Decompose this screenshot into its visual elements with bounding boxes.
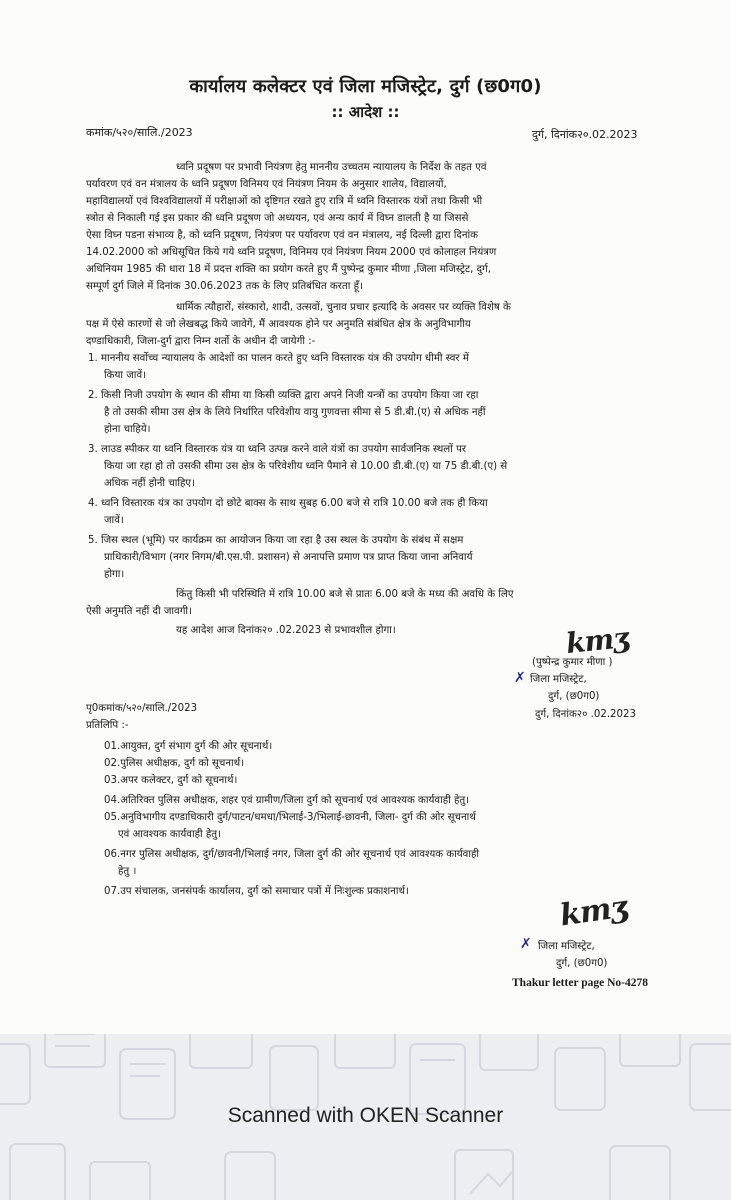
copy-recipient: 05.अनुविभागीय दण्डाधिकारी दुर्ग/पाटन/धमधा/भिलाई-3/भिलाई-छावनी, जिला- दुर्ग की ओर सूचनार्थ [104, 812, 476, 823]
closing-line: ऐसी अनुमति नहीं दी जावगी। [86, 606, 192, 617]
body-line: 14.02.2000 को अधिसूचित किये गये ध्वनि प्रदूषण, विनिमय एवं नियंत्रण नियम 2000 एवं कोलाहल नियंत्रण [86, 247, 497, 258]
copy-recipient: 02.पुलिस अधीक्षक, दुर्ग को सूचनार्थ। [104, 758, 245, 769]
copy-date: दुर्ग, दिनांक२० .02.2023 [535, 709, 636, 720]
body-line: धार्मिक त्यौहारों, संस्कारो, शादी, उत्सवों, चुनाव प्रचार इत्यादि के अवसर पर व्यक्ति विशेष के [176, 302, 511, 313]
scanner-watermark-footer [0, 1034, 731, 1200]
document-date: दुर्ग, दिनांक२०.02.2023 [532, 128, 638, 141]
copy-recipient: 01.आयुक्त, दुर्ग संभाग दुर्ग की ओर सूचनार्थ। [104, 741, 273, 752]
body-line: दण्डाधिकारी, जिला-दुर्ग द्वारा निम्न शर्तो के अधीन दी जायेगी :- [86, 336, 316, 347]
signatory-name: (पुष्पेन्द्र कुमार मीणा ) [532, 657, 613, 668]
body-line: सम्पूर्ण दुर्ग जिले में दिनांक 30.06.2023 तक के लिए प्रतिबंधित करता हूँ। [86, 281, 363, 292]
copy-recipient: हेतु । [118, 866, 137, 877]
body-line: ऐसा विघ्न पडना संभाव्य है, को ध्वनि प्रदूषण, नियंत्रण पर पर्यावरण एवं वन मंत्रालय, नई दिल्ली द्वारा दिनांक [86, 230, 478, 241]
condition-line: 5. जिस स्थल (भूमि) पर कार्यक्रम का आयोजन किया जा रहा है उस स्थल के उपयोग के संबंध में सक्षम [88, 535, 464, 546]
body-line: ध्वनि प्रदूषण पर प्रभावी नियंत्रण हेतु माननीय उच्चतम न्यायालय के निर्देश के तहत एवं [176, 162, 487, 173]
initial-mark-icon: ✗ [514, 670, 526, 686]
condition-line: 4. ध्वनि विस्तारक यंत्र का उपयोग दो छोटे बाक्स के साथ सुबह 6.00 बजे से रात्रि 10.00 बजे तक ही किया [88, 498, 488, 509]
signatory-place: दुर्ग, (छ0ग0) [548, 691, 600, 702]
handwritten-signature: kmʒ [564, 620, 630, 661]
signatory-designation: जिला मजिस्ट्रेट, [538, 941, 595, 952]
copy-recipient: 04.अतिरिक्त पुलिस अधीक्षक, शहर एवं ग्रामीण/जिला दुर्ग को सूचनार्थ एवं आवश्यक कार्यवाही हेतु। [104, 795, 470, 806]
copy-reference-number: पृ0कमांक/५२०/सालि./2023 [86, 703, 198, 714]
body-line: पर्यावरण एवं वन मंत्रालय के ध्वनि प्रदूषण विनिमय एवं नियंत्रण नियम के अनुसार शालेय, विद्यालयों, [86, 179, 447, 190]
closing-line: किंतु किसी भी परिस्थिति में रात्रि 10.00 बजे से प्रातः 6.00 बजे के मध्य की अवधि के लिए [176, 589, 514, 600]
signatory-place: दुर्ग, (छ0ग0) [556, 958, 608, 969]
document-title: कार्यालय कलेक्टर एवं जिला मजिस्ट्रेट, दुर्ग (छ0ग0) [189, 76, 542, 97]
condition-line: किया जा रहा हो तो उसकी सीमा उस क्षेत्र के परिवेशीय ध्वनि पैमाने से 10.00 डी.बी.(ए) या 75 डी.बी.(ए) से [104, 461, 508, 472]
condition-line: प्राधिकारी/विभाग (नगर निगम/बी.एस.पी. प्रशासन) से अनापत्ति प्रमाण पत्र प्राप्त किया जाना अनिवार्य [104, 552, 473, 563]
reference-number: कमांक/५२०/सालि./2023 [86, 126, 193, 139]
initial-mark-icon: ✗ [520, 936, 532, 952]
condition-line: होगा। [104, 569, 125, 580]
closing-line: यह आदेश आज दिनांक२० .02.2023 से प्रभावशील होगा। [176, 625, 396, 636]
copy-recipient: 06.नगर पुलिस अधीक्षक, दुर्ग/छावनी/भिलाई नगर, जिला दुर्ग की ओर सूचनार्थ एवं आवश्यक कार्यवाही [104, 849, 480, 860]
body-line: अधिनियम 1985 की धारा 18 में प्रदत्त शक्ति का प्रयोग करते हुए मैं पुष्पेन्द्र कुमार मीणा ,जिला मजिस्ट्रेट, दुर्ग, [86, 264, 491, 275]
condition-line: है तो उसकी सीमा उस क्षेत्र के लिये निर्धारित परिवेशीय वायु गुणवत्ता सीमा से 5 डी.बी.(ए) से अधिक नहीं [104, 407, 486, 418]
body-line: स्त्रोत से निकाली गई इस प्रकार की ध्वनि प्रदूषण जो अध्ययन, एवं अन्य कार्य में विघ्न डालती है या जिससे [86, 213, 469, 224]
condition-line: होना चाहिये। [104, 424, 151, 435]
scanner-watermark-text: Scanned with OKEN Scanner [227, 1104, 504, 1127]
copy-recipient: 07.उप संचालक, जनसंपर्क कार्यालय, दुर्ग को समाचार पत्रों में निःशुल्क प्रकाशनार्थ। [104, 886, 409, 897]
condition-line: किया जावें। [104, 370, 146, 381]
condition-line: 1. माननीय सर्वोच्च न्यायालय के आदेशों का पालन करते हुए ध्वनि विस्तारक यंत्र की उपयोग धीमी स्वर में [88, 353, 469, 364]
copy-recipient: एवं आवश्यक कार्यवाही हेतु। [118, 829, 221, 840]
copy-heading: प्रतिलिपि :- [86, 720, 129, 731]
page-note: Thakur letter page No-4278 [512, 977, 648, 989]
condition-line: 3. लाउड स्पीकर या ध्वनि विस्तारक यंत्र या ध्वनि उत्पन्न करने वाले यंत्रों का उपयोग सार्वजनिक स्थलों पर [88, 444, 467, 455]
condition-line: जावें। [104, 515, 124, 526]
signatory-designation: जिला मजिस्ट्रेट, [530, 674, 587, 685]
condition-line: अधिक नहीं होनी चाहिए। [104, 478, 195, 489]
handwritten-signature: kmʒ [557, 889, 629, 934]
body-line: महाविद्यालयों एवं विश्वविद्यालयों में परीक्षाओं को दृष्टिगत रखते हुए रात्रि में ध्वनि विस्तारक यंत्रों तथा किसी भी [86, 196, 483, 207]
document-subtitle: :: आदेश :: [331, 103, 400, 121]
condition-line: 2. किसी निजी उपयोग के स्थान की सीमा या किसी व्यक्ति द्वारा अपने निजी यन्त्रों का उपयोग किया जा रहा [88, 390, 479, 401]
body-line: पक्ष में ऐसे कारणों से जो लेखबद्ध किये जावेगें, मैं आवश्यक होने पर अनुमति संबंधित क्षेत्र के अनुविभागीय [86, 319, 471, 330]
copy-recipient: 03.अपर कलेक्टर, दुर्ग को सूचनार्थ। [104, 775, 238, 786]
